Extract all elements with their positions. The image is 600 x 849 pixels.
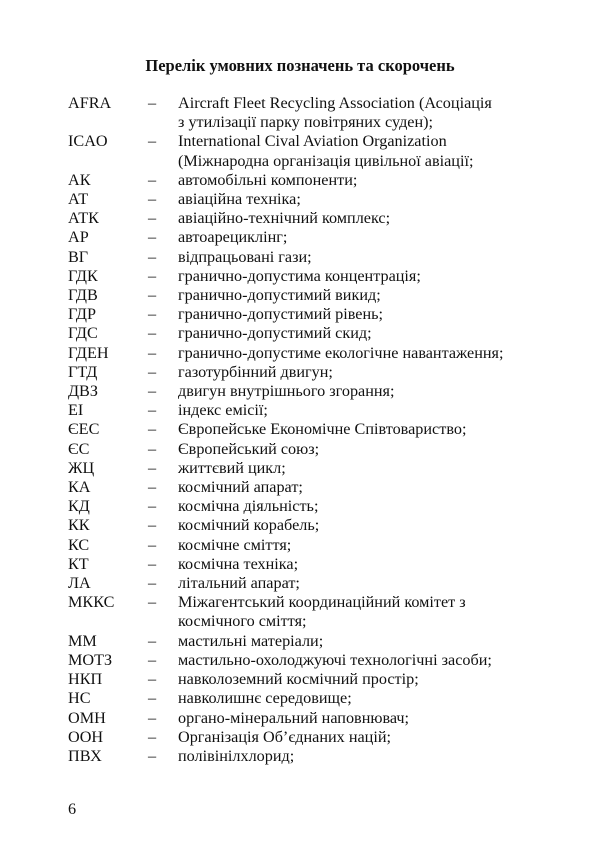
abbreviation-term: ПВХ	[68, 746, 102, 765]
abbreviation-dash: –	[148, 247, 157, 266]
abbreviation-entry	[68, 382, 538, 401]
abbreviation-definition: авіаційна техніка;	[178, 190, 301, 209]
abbreviation-definition: відпрацьовані гази;	[178, 247, 312, 266]
abbreviation-entry	[68, 305, 538, 324]
abbreviation-term: КД	[68, 497, 90, 516]
abbreviation-definition: космічний корабель;	[178, 516, 320, 535]
abbreviation-entry	[68, 632, 538, 651]
abbreviation-definition: космічна діяльність;	[178, 497, 319, 516]
abbreviation-entry	[68, 574, 538, 593]
abbreviation-dash: –	[148, 727, 157, 746]
abbreviation-dash: –	[148, 746, 157, 765]
abbreviation-entry	[68, 651, 538, 670]
abbreviation-term: ММ	[68, 631, 97, 650]
abbreviation-term: КТ	[68, 554, 89, 573]
abbreviation-definition: Міжагентський координаційний комітет з космічного сміття;	[178, 593, 466, 631]
abbreviation-term: AFRA	[68, 94, 112, 112]
abbreviation-dash: –	[148, 324, 157, 343]
abbreviation-entry	[68, 267, 538, 286]
abbreviation-definition: авіаційно-технічний комплекс;	[178, 209, 391, 228]
abbreviation-entry	[68, 440, 538, 459]
abbreviation-entry	[68, 132, 538, 170]
abbreviation-entry	[68, 747, 538, 766]
abbreviation-entry	[68, 401, 538, 420]
abbreviation-entry	[68, 670, 538, 689]
abbreviation-definition: космічна техніка;	[178, 554, 299, 573]
abbreviation-definition: Європейський союз;	[178, 439, 320, 458]
abbreviation-dash: –	[148, 497, 157, 516]
abbreviation-dash: –	[148, 689, 157, 708]
abbreviation-dash: –	[148, 132, 157, 151]
abbreviation-entry	[68, 555, 538, 574]
abbreviation-dash: –	[148, 382, 157, 401]
abbreviation-definition: навколишнє середовище;	[178, 689, 352, 708]
abbreviation-term: ООН	[68, 727, 104, 746]
abbreviation-term: ЄС	[68, 439, 90, 458]
abbreviation-dash: –	[148, 305, 157, 324]
abbreviation-definition: Європейське Економічне Співтовариство;	[178, 420, 467, 439]
abbreviation-term: ВГ	[68, 247, 89, 266]
abbreviation-entry	[68, 190, 538, 209]
abbreviation-definition: космічний апарат;	[178, 478, 303, 497]
abbreviation-dash: –	[148, 478, 157, 497]
abbreviation-dash: –	[148, 439, 157, 458]
abbreviation-term: АК	[68, 170, 91, 189]
abbreviation-definition: автомобільні компоненти;	[178, 170, 358, 189]
abbreviation-dash: –	[148, 228, 157, 247]
abbreviation-dash: –	[148, 209, 157, 228]
abbreviation-entry	[68, 286, 538, 305]
abbreviation-dash: –	[148, 631, 157, 650]
abbreviation-definition: індекс емісії;	[178, 401, 268, 420]
abbreviation-definition: газотурбінний двигун;	[178, 362, 333, 381]
abbreviation-dash: –	[148, 190, 157, 209]
abbreviation-definition: життєвий цикл;	[178, 458, 286, 477]
abbreviation-entry	[68, 209, 538, 228]
abbreviation-term: ЖЦ	[68, 458, 95, 477]
abbreviation-entry	[68, 497, 538, 516]
abbreviation-term: МККС	[68, 593, 115, 612]
abbreviation-term: ГДВ	[68, 286, 98, 305]
abbreviation-entry	[68, 478, 538, 497]
abbreviation-term: НС	[68, 689, 91, 708]
abbreviation-term: ЕІ	[68, 401, 84, 420]
abbreviation-definition: International Cival Aviation Organization (Міжнародна організація цивільної авіації;	[178, 132, 474, 170]
abbreviation-term: КК	[68, 516, 90, 535]
abbreviation-dash: –	[148, 170, 157, 189]
abbreviation-dash: –	[148, 554, 157, 573]
abbreviation-definition: космічне сміття;	[178, 535, 292, 554]
abbreviation-term: НКП	[68, 670, 103, 689]
abbreviation-definition: гранично-допустимий рівень;	[178, 305, 384, 324]
abbreviation-term: ГДК	[68, 266, 98, 285]
abbreviation-dash: –	[148, 516, 157, 535]
abbreviation-term: ГДР	[68, 305, 96, 324]
abbreviation-definition: літальний апарат;	[178, 574, 300, 593]
abbreviation-definition: полівінілхлорид;	[178, 746, 295, 765]
abbreviation-term: АТ	[68, 190, 89, 209]
abbreviation-entry	[68, 324, 538, 343]
abbreviation-entry	[68, 459, 538, 478]
abbreviation-definition: мастильні матеріали;	[178, 631, 324, 650]
abbreviation-entry	[68, 536, 538, 555]
abbreviation-entry	[68, 728, 538, 747]
abbreviation-definition: двигун внутрішнього згорання;	[178, 382, 395, 401]
abbreviation-definition: Aircraft Fleet Recycling Association (Асоціація з утилізації парку повітряних суден);	[178, 94, 492, 132]
abbreviation-dash: –	[148, 343, 157, 362]
abbreviation-definition: гранично-допустима концентрація;	[178, 266, 421, 285]
abbreviation-term: ОМН	[68, 708, 106, 727]
abbreviation-definition: гранично-допустимий скид;	[178, 324, 372, 343]
abbreviation-term: ГДС	[68, 324, 98, 343]
abbreviation-dash: –	[148, 401, 157, 420]
abbreviation-term: АР	[68, 228, 89, 247]
abbreviation-entry	[68, 228, 538, 247]
abbreviation-dash: –	[148, 266, 157, 285]
abbreviation-term: АТК	[68, 209, 99, 228]
abbreviation-term: ГТД	[68, 362, 98, 381]
abbreviation-entry	[68, 516, 538, 535]
abbreviation-dash: –	[148, 286, 157, 305]
abbreviation-term: ЄЕС	[68, 420, 100, 439]
page-number: 6	[68, 800, 77, 818]
abbreviation-dash: –	[148, 574, 157, 593]
abbreviation-definition: Організація Об’єднаних націй;	[178, 727, 391, 746]
abbreviation-term: ГДЕН	[68, 343, 109, 362]
abbreviation-entry	[68, 709, 538, 728]
abbreviation-definition: мастильно-охолоджуючі технологічні засоби;	[178, 650, 492, 669]
abbreviation-entry	[68, 420, 538, 439]
abbreviation-entry	[68, 94, 538, 132]
abbreviation-term: ДВЗ	[68, 382, 98, 401]
abbreviation-entry	[68, 363, 538, 382]
abbreviation-entry	[68, 344, 538, 363]
abbreviation-term: КС	[68, 535, 90, 554]
abbreviation-dash: –	[148, 708, 157, 727]
abbreviation-dash: –	[148, 593, 157, 612]
abbreviation-definition: навколоземний космічний простір;	[178, 670, 419, 689]
abbreviation-entry	[68, 689, 538, 708]
abbreviation-term: МОТЗ	[68, 650, 113, 669]
abbreviation-dash: –	[148, 535, 157, 554]
abbreviation-dash: –	[148, 94, 157, 112]
abbreviation-term: ЛА	[68, 574, 91, 593]
abbreviation-list	[68, 94, 538, 766]
abbreviation-dash: –	[148, 458, 157, 477]
page-title: Перелік умовних позначень та скорочень	[145, 56, 455, 75]
abbreviation-entry	[68, 248, 538, 267]
abbreviation-entry	[68, 593, 538, 631]
abbreviation-dash: –	[148, 670, 157, 689]
abbreviation-definition: органо-мінеральний наповнювач;	[178, 708, 410, 727]
abbreviation-dash: –	[148, 650, 157, 669]
abbreviation-definition: гранично-допустиме екологічне навантаження;	[178, 343, 504, 362]
abbreviation-term: ICAO	[68, 132, 108, 151]
abbreviation-definition: автоарециклінг;	[178, 228, 288, 247]
abbreviation-term: КА	[68, 478, 91, 497]
abbreviation-dash: –	[148, 420, 157, 439]
abbreviation-entry	[68, 171, 538, 190]
abbreviation-dash: –	[148, 362, 157, 381]
abbreviation-definition: гранично-допустимий викид;	[178, 286, 381, 305]
